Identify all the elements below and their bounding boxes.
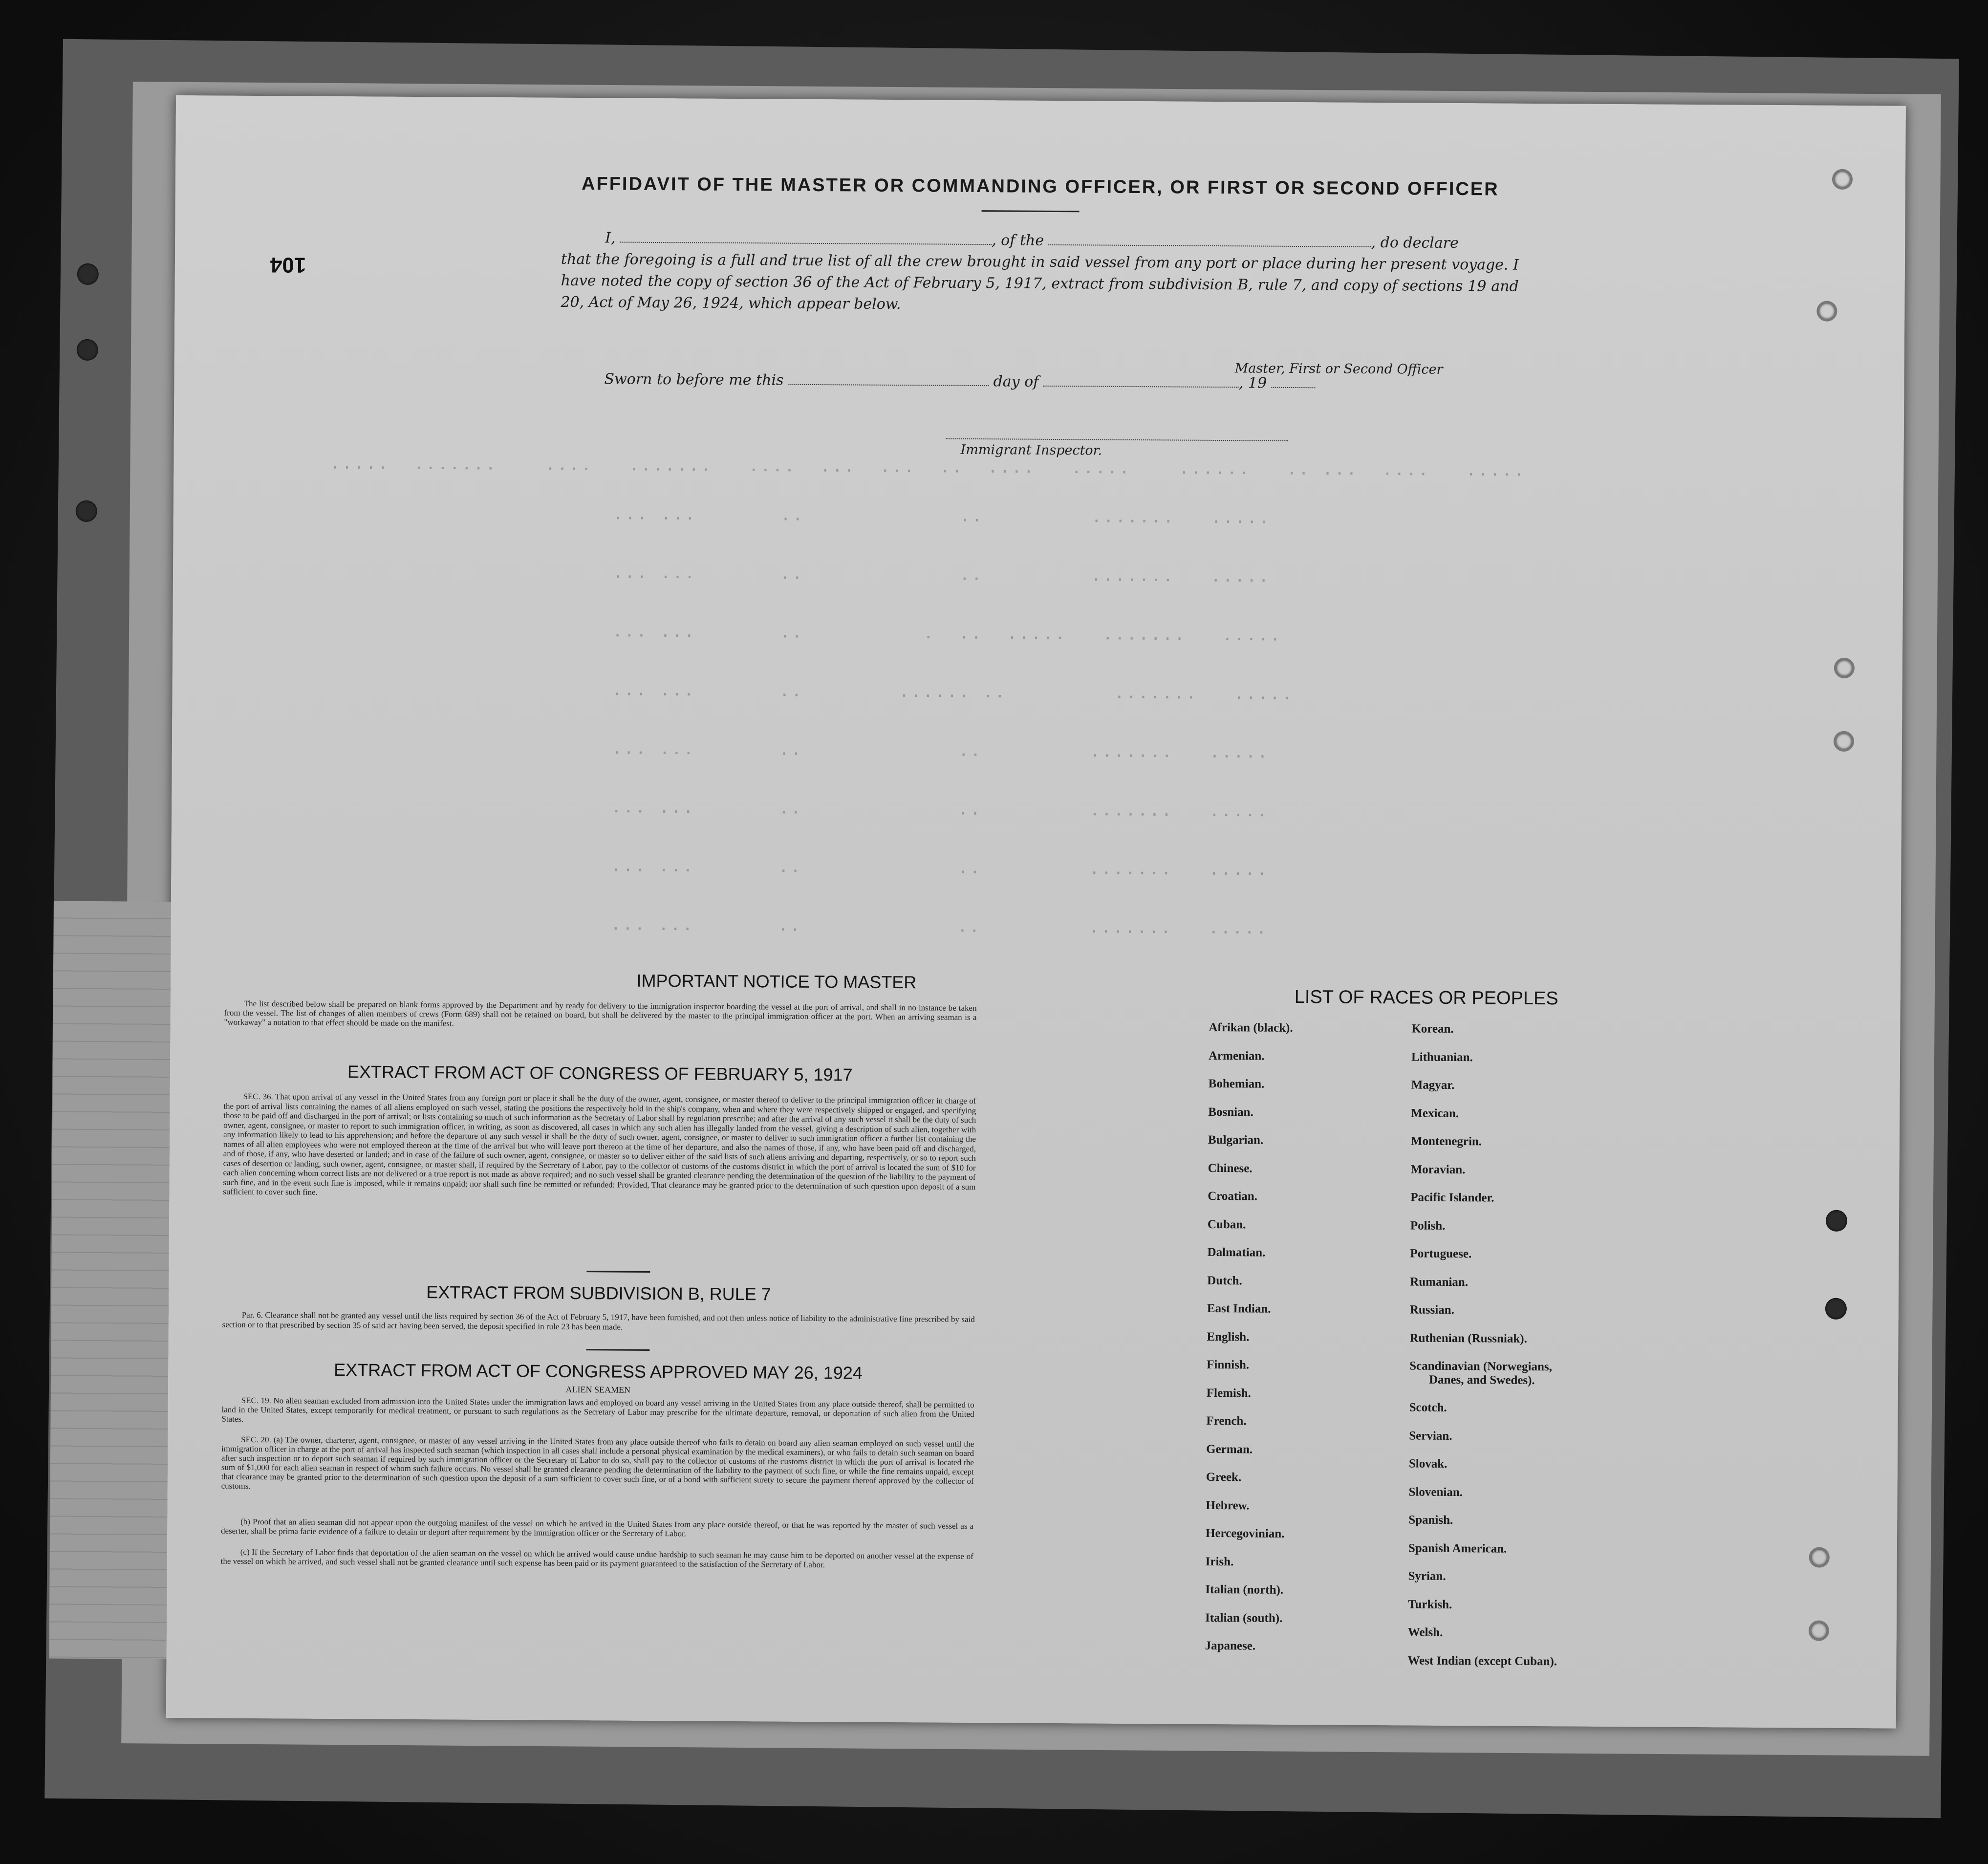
bleed-through-text: ··· ··· ·· ·· ······· ····· (611, 860, 1269, 884)
binder-ring (1816, 301, 1837, 322)
race-item: Armenian. (1208, 1049, 1265, 1063)
race-item: Italian (south). (1205, 1611, 1283, 1625)
binder-ring (1834, 731, 1854, 752)
race-item: Irish. (1205, 1555, 1234, 1568)
race-item: Moravian. (1410, 1162, 1466, 1176)
sworn-day-blank[interactable] (788, 370, 989, 387)
race-item: Korean. (1411, 1022, 1454, 1036)
declaration-body: that the foregoing is a full and true list of all the crew brought in said vessel from any port or place during her present voyage. I have noted the copy of section 36 of the Act of February 5, 1917, extract from subdivision B, rule 7, and copy of sections 19 and 20, Act of May 26, 1924, which appear below. (561, 250, 1519, 313)
race-item: Pacific Islander. (1410, 1191, 1494, 1205)
race-item: Slovak. (1408, 1457, 1448, 1471)
notice-text: The list described below shall be prepared on blank forms approved by the Department and by ready for delivery to the immigration inspector boarding the vessel at the port of arrival, and shall in no instance be taken from the vessel. The list of changes of alien members of crews (Form 689) shall not be retained on board, but shall be delivered by the master to the principal immigration officer at the port. When an arriving seaman is a "workaway" a notation to that effect should be made on the manifest. (224, 998, 977, 1028)
binder-hole (1825, 1298, 1847, 1320)
race-item: Bulgarian. (1208, 1133, 1264, 1147)
inspector-signature-line[interactable] (946, 437, 1288, 441)
extract-1924-sec20c: (c) If the Secretary of Labor finds that deportation of the alien seaman on the vessel on which he arrived would cause undue hardship to such seaman he may cause him to be deported on another vessel at the expense of the vessel on which he arrived, and such vessel shall not be granted clearance until such expense has been paid or its payment guaranteed to the satisfaction of the Secretary of Labor. (220, 1547, 973, 1570)
sworn-line (604, 369, 1315, 392)
sworn-year-prefix: , 19 (1238, 374, 1267, 392)
race-item: West Indian (except Cuban). (1407, 1653, 1557, 1668)
race-item: East Indian. (1207, 1301, 1271, 1316)
race-item: Afrikan (black). (1209, 1020, 1293, 1035)
master-officer-label: Master, First or Second Officer (1234, 361, 1443, 377)
bleed-through-text: ··· ··· ·· ·· ······· ····· (611, 743, 1270, 767)
race-item: Dutch. (1207, 1274, 1242, 1287)
race-item: Flemish. (1206, 1386, 1251, 1400)
alien-seamen-subtitle: ALIEN SEAMEN (565, 1384, 631, 1395)
race-item: Cuban. (1207, 1217, 1246, 1231)
race-item: Servian. (1409, 1429, 1452, 1443)
title-rule (982, 210, 1080, 212)
race-item: Magyar. (1411, 1078, 1455, 1092)
race-item: Danes, and Swedes). (1428, 1373, 1535, 1387)
stamped-number: 104 (270, 253, 306, 277)
race-item: Russian. (1409, 1303, 1454, 1317)
race-item: Scotch. (1409, 1401, 1447, 1414)
race-item: English. (1207, 1330, 1250, 1344)
race-item: Spanish. (1408, 1513, 1453, 1527)
affidavit-sheet (166, 95, 1906, 1729)
section-rule (586, 1271, 650, 1273)
race-item: Italian (north). (1205, 1582, 1284, 1597)
race-item: Japanese. (1205, 1639, 1256, 1653)
race-item: Ruthenian (Russniak). (1409, 1331, 1527, 1345)
name-blank[interactable] (620, 228, 992, 245)
races-right-column (1407, 1021, 1561, 1682)
races-left-column (1205, 1020, 1293, 1668)
race-item: Spanish American. (1408, 1541, 1507, 1556)
sworn-day-of: day of (993, 373, 1039, 390)
sworn-month-blank[interactable] (1043, 372, 1239, 388)
declaration-do-declare: , do declare (1371, 234, 1459, 252)
affidavit-declaration (561, 227, 1519, 319)
race-item: Mexican. (1411, 1106, 1459, 1120)
bleed-through-text: ····· ······· ···· ······· ···· ··· ··· ·· ···· ····· ······ ·· ··· ···· ····· (330, 457, 1526, 485)
ruled-page-strip (49, 901, 171, 1659)
race-item: German. (1206, 1442, 1253, 1456)
bleed-through-text: ··· ··· ·· ······ ·· ······· ····· (612, 684, 1294, 708)
binder-hole (76, 500, 97, 522)
notice-title: IMPORTANT NOTICE TO MASTER (636, 970, 917, 993)
race-item: Croatian. (1208, 1189, 1257, 1203)
extract-1924-sec20b: (b) Proof that an alien seaman did not appear upon the outgoing manifest of the vessel on which he arrived in the United States from any place outside thereof, or that he was reported by the master of such vessel as a deserter, shall be prima facie evidence of a failure to detain or deport after requirement by the immigration officer or the Secretary of Labor. (221, 1517, 974, 1539)
bleed-through-text: ··· ··· ·· · ·· ····· ······· ····· (612, 626, 1282, 650)
race-item: Slovenian. (1408, 1485, 1463, 1499)
bleed-through-text: ··· ··· ·· ·· ······· ····· (612, 567, 1271, 591)
race-item: Welsh. (1407, 1626, 1443, 1639)
race-item: Lithuanian. (1411, 1050, 1473, 1064)
race-item: Finnish. (1207, 1358, 1250, 1372)
race-item: Turkish. (1408, 1597, 1452, 1611)
binder-hole (77, 339, 98, 361)
race-item: Portuguese. (1410, 1247, 1472, 1261)
binder-ring (1809, 1547, 1830, 1567)
binder-ring (1834, 658, 1855, 678)
race-item: Bosnian. (1208, 1105, 1253, 1119)
extract-1917-title: EXTRACT FROM ACT OF CONGRESS OF FEBRUARY 5, 1917 (347, 1062, 853, 1085)
race-item: Chinese. (1208, 1161, 1253, 1175)
extract-1924-sec19: SEC. 19. No alien seaman excluded from admission into the United States under the immigration laws and employed on board any vessel arriving in the United States from any place outside thereof, shall be permitted to land in the United States, except temporarily for medical treatment, or pursuant to such regulations as the Secretary of Labor may prescribe for the ultimate departure, removal, or deportation of such alien from the United States. (221, 1395, 974, 1424)
race-item: Bohemian. (1208, 1077, 1265, 1091)
sworn-label: Sworn to before me this (604, 370, 784, 389)
race-item: Greek. (1206, 1470, 1242, 1484)
race-item: Polish. (1410, 1218, 1446, 1233)
binder-hole (1826, 1210, 1847, 1232)
section-rule (586, 1349, 649, 1351)
extract-1924-sec20a: SEC. 20. (a) The owner, charterer, agent, consignee, or master of any vessel arriving in the United States from any place outside thereof who fails to detain on board any alien seaman employed on such vessel until the immigration officer in charge at the port of arrival has inspected such seaman (which inspection in all cases shall include a personal physical examination by the medical examiners), or who fails to detain such seaman on board after such inspection or to deport such seaman if required by such immigration officer or the Secretary of Labor to do so, shall pay to the collector of customs of the customs district in which the port of arrival is located the sum of $1,000 for each alien seaman in respect of whom such failure occurs. No vessel shall be granted clearance pending the determination of the liability to the payment of such fine, or while the fine remains unpaid, except that clearance may be granted prior to the determination of such question upon the deposit of a sum sufficient to cover such fine, or of a bond with sufficient surety to secure the payment thereof approved by the collector of customs. (221, 1434, 974, 1491)
bleed-through-text: ··· ··· ·· ·· ······· ····· (613, 508, 1271, 532)
race-item: Syrian. (1408, 1569, 1446, 1583)
extract-1924-title: EXTRACT FROM ACT OF CONGRESS APPROVED MAY 26, 1924 (334, 1360, 863, 1383)
immigrant-inspector-label: Immigrant Inspector. (960, 442, 1102, 458)
race-item: Montenegrin. (1410, 1134, 1482, 1149)
binder-ring (1809, 1620, 1829, 1641)
race-item: Dalmatian. (1207, 1245, 1266, 1259)
vessel-blank[interactable] (1049, 231, 1371, 247)
declaration-of-the: , of the (992, 232, 1044, 249)
extract-1917-text: SEC. 36. That upon arrival of any vessel in the United States from any foreign port or place it shall be the duty of the owner, agent, consignee, or master thereof to deliver to the principal immigration officer in charge of the port of arrival lists containing the names of all aliens employed on such vessel, stating the positions the respectively hold in the ship's company, when and where they were respectively shipped or engaged, and specifying those to be paid off and discharged in the port of arrival; or lists containing so much of such information as the Secretary of Labor shall by regulation prescribe; and after the arrival of any such vessel it shall be the duty of such owner, agent, consignee, or master to report to such immigration officer, in writing, as soon as discovered, all cases in which any such alien has illegally landed from the vessel, giving a description of such alien, together with any information likely to lead to his apprehension; and before the departure of any such vessel it shall be the duty of such owner, agent, consignee, or master to deliver to such immigration officer a further list containing the names of all alien employees who were not employed thereon at the time of the arrival but who will leave port thereon at the time of her departure, and also the names of those, if any, who have been paid off and discharged, and of those, if any, who have deserted or landed; and in case of the failure of such owner, agent, consignee, or master so to deliver either of the said lists of such aliens arriving and departing, respectively, or so to report such cases of desertion or landing, such owner, agent, consignee, or master shall, if required by the Secretary of Labor, pay to the collector of customs of the customs district in which the port of arrival is located the sum of $10 for each alien concerning whom correct lists are not delivered or a true report is not made as above required; and no such vessel shall be granted clearance pending the determination of the question of the liability to the payment of such fine, and in the event such fine is imposed, while it remains unpaid; nor shall such fine be remitted or refunded: Provided, That clearance may be granted prior to the determination of such question upon deposit of a sum sufficient to cover such fine. (223, 1091, 976, 1197)
bleed-through-text: ··· ··· ·· ·· ······· ····· (610, 919, 1269, 943)
subdivision-b-text: Par. 6. Clearance shall not be granted any vessel until the lists required by section 36 of the Act of February 5, 1917, have been furnished, and not then unless notice of liability to the administrative fine prescribed by said section or to that prescribed by section 35 of said act having been served, the deposit specified in rule 23 has been made. (222, 1310, 975, 1332)
races-title: LIST OF RACES OR PEOPLES (1294, 987, 1558, 1009)
race-item: French. (1206, 1414, 1247, 1428)
binder-hole (77, 263, 99, 285)
bleed-through-text: ··· ··· ·· ·· ······· ····· (611, 802, 1270, 825)
race-item: Hercegovinian. (1205, 1526, 1285, 1540)
race-item: Rumanian. (1410, 1275, 1469, 1289)
declaration-i: I, (605, 229, 616, 247)
subdivision-b-title: EXTRACT FROM SUBDIVISION B, RULE 7 (426, 1282, 771, 1304)
race-item: Scandinavian (Norwegians, (1409, 1359, 1552, 1374)
affidavit-title: AFFIDAVIT OF THE MASTER OR COMMANDING OFFICER, OR FIRST OR SECOND OFFICER (581, 173, 1499, 200)
sworn-year-blank[interactable] (1272, 373, 1316, 389)
race-item: Hebrew. (1206, 1498, 1250, 1512)
